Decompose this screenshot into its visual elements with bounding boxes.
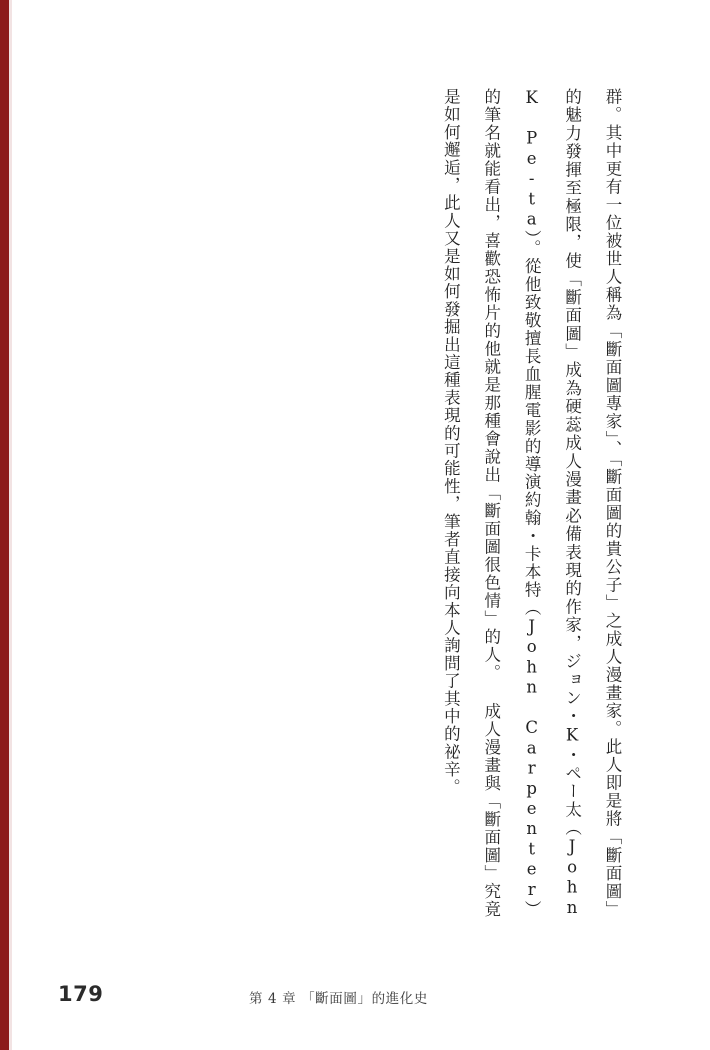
footer-chapter-caption: 第 4 章 「斷面圖」的進化史 [249,991,428,1007]
body-text-block [40,88,632,918]
page-edge-highlight [9,0,12,1050]
page-edge-band [0,0,9,1050]
page-number: 179 [58,982,104,1006]
page-footer [0,982,710,1008]
paragraph-main: 群。其中更有一位被世人稱為「斷面圖專家」、「斷面圖的貴公子」之成人漫畫家。此人即是將「斷面圖」的魅力發揮至極限，使「斷面圖」成為硬蕊成人漫畫必備表現的作家，ジョン・K・ペー太（John K Pe-ta）。從他致敬擅長血腥電影的導演約翰・卡本特（John Carpenter）的筆名就能看出，喜歡恐怖片的他就是那種會說出「斷面圖很色情」的人。 成人漫畫與「斷面圖」究竟是如何邂逅，此人又是如何發掘出這種表現的可能性，筆者直接向本人詢問了其中的祕辛。 [441,88,622,918]
